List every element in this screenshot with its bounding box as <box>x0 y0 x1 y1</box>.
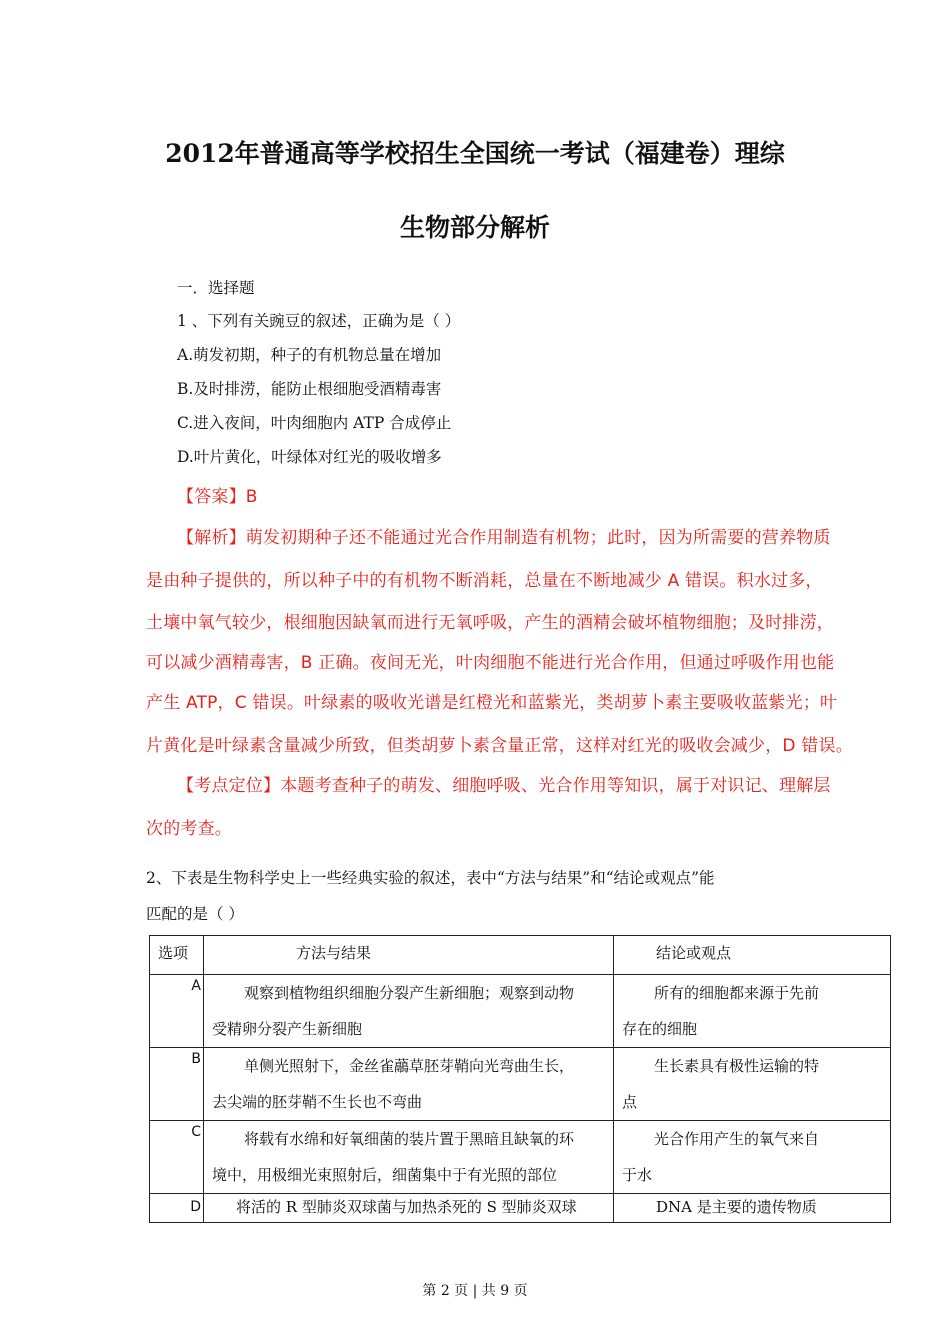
page-title: 2012年普通高等学校招生全国统一考试（福建卷）理综 <box>165 139 785 168</box>
conclusion-line: 点 <box>622 1093 638 1111</box>
table-header-row <box>150 936 891 975</box>
method-line: 将活的 R 型肺炎双球菌与加热杀死的 S 型肺炎双球 <box>236 1198 577 1216</box>
header-conclusion: 结论或观点 <box>614 936 891 975</box>
question-2-stem: 2、下表是生物科学史上一些经典实验的叙述，表中“方法与结果”和“结论或观点”能 <box>146 869 715 887</box>
row-option: C <box>150 1121 204 1194</box>
method-line: 单侧光照射下，金丝雀虉草胚芽鞘向光弯曲生长， <box>244 1057 575 1075</box>
page-subtitle: 生物部分解析 <box>399 213 550 242</box>
row-option: B <box>150 1048 204 1121</box>
header-method: 方法与结果 <box>204 936 614 975</box>
question-2-stem: 匹配的是（ ） <box>146 905 244 923</box>
question-1-analysis-line: 可以减少酒精毒害，B 正确。夜间无光，叶肉细胞不能进行光合作用，但通过呼吸作用也能 <box>146 653 835 673</box>
row-conclusion <box>614 1121 891 1194</box>
row-method <box>204 1194 614 1223</box>
conclusion-line: 于水 <box>622 1166 653 1184</box>
page-footer: 第 2 页 | 共 9 页 <box>422 1283 528 1299</box>
question-1-analysis-line: 【解析】萌发初期种子还不能通过光合作用制造有机物；此时，因为所需要的营养物质 <box>177 528 831 548</box>
conclusion-line: 生长素具有极性运输的特 <box>654 1057 820 1075</box>
question-1-option-a: A.萌发初期，种子的有机物总量在增加 <box>177 346 442 364</box>
table-row <box>150 975 891 1048</box>
row-method <box>204 1121 614 1194</box>
row-option: A <box>150 975 204 1048</box>
table-row <box>150 1194 891 1223</box>
conclusion-line: 所有的细胞都来源于先前 <box>654 984 820 1002</box>
question-1-option-c: C.进入夜间，叶肉细胞内 ATP 合成停止 <box>177 414 452 432</box>
question-1-answer: 【答案】B <box>177 487 258 507</box>
experiments-table <box>149 935 891 1223</box>
method-line: 受精卵分裂产生新细胞 <box>212 1020 363 1038</box>
question-1-option-d: D.叶片黄化，叶绿体对红光的吸收增多 <box>177 448 442 466</box>
question-1-analysis-line: 是由种子提供的，所以种子中的有机物不断消耗，总量在不断地减少 A 错误。积水过多， <box>146 571 823 591</box>
question-1-stem: 1 、下列有关豌豆的叙述，正确为是（ ） <box>177 312 461 330</box>
method-line: 将载有水绵和好氧细菌的装片置于黑暗且缺氧的环 <box>244 1130 575 1148</box>
row-method <box>204 1048 614 1121</box>
row-conclusion: DNA 是主要的遗传物质 <box>614 1194 891 1223</box>
row-conclusion <box>614 1048 891 1121</box>
question-1-analysis-line: 产生 ATP，C 错误。叶绿素的吸收光谱是红橙光和蓝紫光，类胡萝卜素主要吸收蓝紫光；叶 <box>146 693 838 713</box>
table-row <box>150 1121 891 1194</box>
row-conclusion <box>614 975 891 1048</box>
row-method <box>204 975 614 1048</box>
header-option: 选项 <box>150 936 204 975</box>
table-row <box>150 1048 891 1121</box>
section-heading: 一．选择题 <box>177 279 255 297</box>
method-line: 去尖端的胚芽鞘不生长也不弯曲 <box>212 1093 423 1111</box>
question-1-keypoint: 次的考查。 <box>146 819 232 839</box>
conclusion-line: 光合作用产生的氧气来自 <box>654 1130 820 1148</box>
question-1-analysis-line: 片黄化是叶绿素含量减少所致，但类胡萝卜素含量正常，这样对红光的吸收会减少，D 错误。 <box>146 736 853 756</box>
method-line: 境中，用极细光束照射后，细菌集中于有光照的部位 <box>212 1166 558 1184</box>
conclusion-line: 存在的细胞 <box>622 1020 698 1038</box>
question-1-keypoint: 【考点定位】本题考查种子的萌发、细胞呼吸、光合作用等知识，属于对识记、理解层 <box>177 776 831 796</box>
question-1-analysis-line: 土壤中氧气较少，根细胞因缺氧而进行无氧呼吸，产生的酒精会破坏植物细胞；及时排涝， <box>146 613 834 633</box>
question-1-option-b: B.及时排涝，能防止根细胞受酒精毒害 <box>177 380 442 398</box>
method-line: 观察到植物组织细胞分裂产生新细胞；观察到动物 <box>244 984 575 1002</box>
row-option: D <box>150 1194 204 1223</box>
